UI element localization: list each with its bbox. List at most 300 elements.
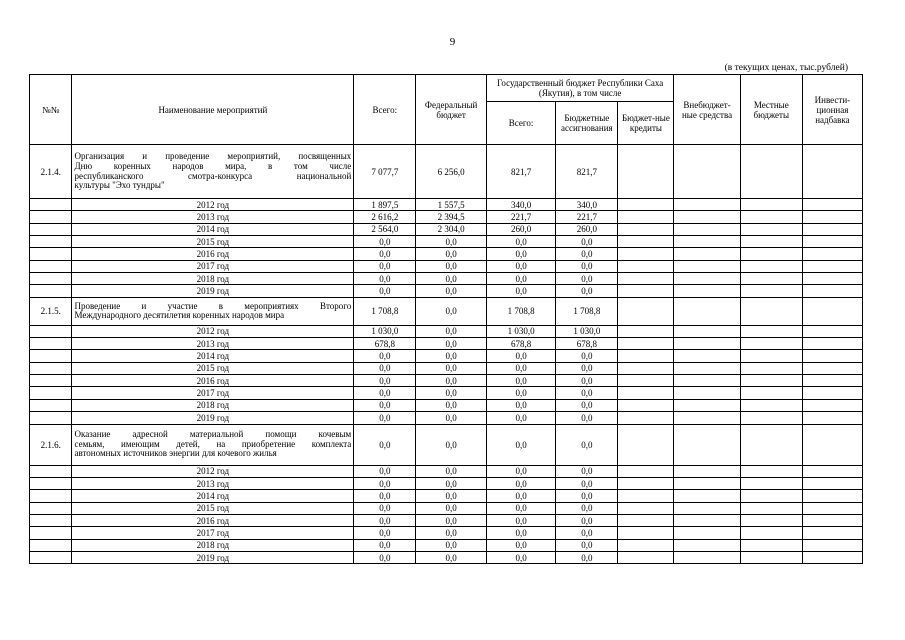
- measure-name: [72, 424, 354, 465]
- year-label: 2019 год: [72, 412, 354, 424]
- local-cell: [740, 285, 802, 297]
- state-total-cell: 1 030,0: [486, 325, 555, 337]
- year-row: [30, 502, 863, 514]
- row-number-empty: [30, 285, 72, 297]
- local-cell: [740, 490, 802, 502]
- year-label: 2018 год: [72, 273, 354, 285]
- state-total-cell: 0,0: [486, 477, 555, 489]
- total-cell: 0,0: [354, 387, 416, 399]
- invest-cell: [802, 273, 862, 285]
- total-cell: 0,0: [354, 285, 416, 297]
- total-cell: 0,0: [354, 273, 416, 285]
- year-label: 2017 год: [72, 527, 354, 539]
- federal-cell: 0,0: [416, 236, 486, 248]
- state-credit-cell: [618, 399, 674, 411]
- total-cell: 0,0: [354, 527, 416, 539]
- invest-cell: [802, 211, 862, 223]
- local-cell: [740, 399, 802, 411]
- state-total-cell: 0,0: [486, 387, 555, 399]
- invest-cell: [802, 248, 862, 260]
- header-total: Всего:: [354, 75, 416, 145]
- state-credit-cell: [618, 285, 674, 297]
- state-credit-cell: [618, 338, 674, 350]
- local-cell: [740, 387, 802, 399]
- measure-name-line: культуры "Эхо тундры": [74, 180, 165, 191]
- state-total-cell: 678,8: [486, 338, 555, 350]
- header-state-group: Государственный бюджет Республики Саха (Якутия), в том числе: [486, 75, 674, 102]
- header-invest: Инвести-ционная надбавка: [802, 75, 862, 145]
- measure-name-line: Оказание адресной материальной помощи кочевым: [74, 428, 352, 439]
- federal-cell: 0,0: [416, 362, 486, 374]
- federal-cell: 0,0: [416, 285, 486, 297]
- state-credit-cell: [618, 350, 674, 362]
- state-alloc-cell: 0,0: [556, 539, 618, 551]
- local-cell: [740, 375, 802, 387]
- total-cell: 0,0: [354, 248, 416, 260]
- total-cell: 0,0: [354, 490, 416, 502]
- state-total-cell: 221,7: [486, 211, 555, 223]
- measure-number: 2.1.6.: [30, 424, 72, 465]
- measure-row: [30, 297, 863, 325]
- federal-cell: 0,0: [416, 325, 486, 337]
- offbudget-cell: [674, 285, 740, 297]
- row-number-empty: [30, 338, 72, 350]
- offbudget-cell: [674, 465, 740, 477]
- local-cell: [740, 325, 802, 337]
- total-cell: 1 708,8: [354, 297, 416, 325]
- federal-cell: 0,0: [416, 477, 486, 489]
- offbudget-cell: [674, 527, 740, 539]
- state-credit-cell: [618, 490, 674, 502]
- year-row: [30, 412, 863, 424]
- state-alloc-cell: 678,8: [556, 338, 618, 350]
- state-alloc-cell: 0,0: [556, 350, 618, 362]
- year-row: [30, 514, 863, 526]
- state-total-cell: 0,0: [486, 551, 555, 563]
- state-total-cell: 0,0: [486, 539, 555, 551]
- row-number-empty: [30, 465, 72, 477]
- measure-name-line: Международного десятилетия коренных народов мира: [74, 310, 285, 321]
- row-number-empty: [30, 412, 72, 424]
- state-credit-cell: [618, 199, 674, 211]
- invest-cell: [802, 199, 862, 211]
- federal-cell: 0,0: [416, 502, 486, 514]
- state-total-cell: 0,0: [486, 285, 555, 297]
- invest-cell: [802, 223, 862, 235]
- federal-cell: 6 256,0: [416, 145, 486, 199]
- year-row: [30, 211, 863, 223]
- offbudget-cell: [674, 375, 740, 387]
- year-row: [30, 527, 863, 539]
- offbudget-cell: [674, 350, 740, 362]
- year-label: 2014 год: [72, 490, 354, 502]
- offbudget-cell: [674, 551, 740, 563]
- row-number-empty: [30, 248, 72, 260]
- invest-cell: [802, 285, 862, 297]
- offbudget-cell: [674, 199, 740, 211]
- state-credit-cell: [618, 539, 674, 551]
- state-alloc-cell: 0,0: [556, 490, 618, 502]
- total-cell: 0,0: [354, 362, 416, 374]
- state-credit-cell: [618, 211, 674, 223]
- state-credit-cell: [618, 551, 674, 563]
- offbudget-cell: [674, 514, 740, 526]
- state-total-cell: 0,0: [486, 236, 555, 248]
- invest-cell: [802, 362, 862, 374]
- offbudget-cell: [674, 412, 740, 424]
- offbudget-cell: [674, 236, 740, 248]
- local-cell: [740, 514, 802, 526]
- invest-cell: [802, 412, 862, 424]
- offbudget-cell: [674, 325, 740, 337]
- state-total-cell: 0,0: [486, 502, 555, 514]
- federal-cell: 0,0: [416, 350, 486, 362]
- year-label: 2012 год: [72, 199, 354, 211]
- row-number-empty: [30, 236, 72, 248]
- invest-cell: [802, 551, 862, 563]
- header-local: Местные бюджеты: [740, 75, 802, 145]
- state-total-cell: 0,0: [486, 362, 555, 374]
- state-total-cell: 0,0: [486, 260, 555, 272]
- federal-cell: 0,0: [416, 260, 486, 272]
- measure-number: 2.1.5.: [30, 297, 72, 325]
- state-credit-cell: [618, 236, 674, 248]
- state-credit-cell: [618, 477, 674, 489]
- row-number-empty: [30, 260, 72, 272]
- header-state-total: Всего:: [486, 102, 555, 145]
- federal-cell: 0,0: [416, 248, 486, 260]
- invest-cell: [802, 539, 862, 551]
- federal-cell: 2 304,0: [416, 223, 486, 235]
- invest-cell: [802, 297, 862, 325]
- offbudget-cell: [674, 297, 740, 325]
- year-label: 2012 год: [72, 325, 354, 337]
- federal-cell: 0,0: [416, 424, 486, 465]
- measure-name-line: республиканского смотра-конкурса национальной: [74, 170, 352, 181]
- state-total-cell: 821,7: [486, 145, 555, 199]
- units-note: (в текущих ценах, тыс.рублей): [724, 63, 848, 73]
- state-total-cell: 0,0: [486, 465, 555, 477]
- year-label: 2019 год: [72, 551, 354, 563]
- year-label: 2016 год: [72, 375, 354, 387]
- invest-cell: [802, 477, 862, 489]
- measure-name-line: Дню коренных народов мира, в том числе: [74, 160, 352, 171]
- row-number-empty: [30, 273, 72, 285]
- measure-name: [72, 145, 354, 199]
- total-cell: 0,0: [354, 375, 416, 387]
- federal-cell: 2 394,5: [416, 211, 486, 223]
- state-alloc-cell: 0,0: [556, 465, 618, 477]
- offbudget-cell: [674, 338, 740, 350]
- state-credit-cell: [618, 248, 674, 260]
- federal-cell: 0,0: [416, 490, 486, 502]
- state-total-cell: 0,0: [486, 375, 555, 387]
- offbudget-cell: [674, 211, 740, 223]
- state-credit-cell: [618, 424, 674, 465]
- year-row: [30, 223, 863, 235]
- state-alloc-cell: 0,0: [556, 412, 618, 424]
- year-row: [30, 248, 863, 260]
- state-alloc-cell: 0,0: [556, 260, 618, 272]
- header-state-credit: Бюджет-ные кредиты: [618, 102, 674, 145]
- total-cell: 0,0: [354, 502, 416, 514]
- federal-cell: 1 557,5: [416, 199, 486, 211]
- local-cell: [740, 260, 802, 272]
- offbudget-cell: [674, 477, 740, 489]
- state-alloc-cell: 0,0: [556, 551, 618, 563]
- state-alloc-cell: 1 708,8: [556, 297, 618, 325]
- year-row: [30, 490, 863, 502]
- row-number-empty: [30, 527, 72, 539]
- local-cell: [740, 527, 802, 539]
- state-total-cell: 0,0: [486, 490, 555, 502]
- total-cell: 2 616,2: [354, 211, 416, 223]
- measure-row: [30, 145, 863, 199]
- budget-table: [29, 74, 863, 564]
- state-credit-cell: [618, 514, 674, 526]
- year-row: [30, 260, 863, 272]
- state-credit-cell: [618, 297, 674, 325]
- state-alloc-cell: 340,0: [556, 199, 618, 211]
- state-credit-cell: [618, 260, 674, 272]
- year-row: [30, 362, 863, 374]
- state-alloc-cell: 0,0: [556, 424, 618, 465]
- year-row: [30, 199, 863, 211]
- offbudget-cell: [674, 273, 740, 285]
- row-number-empty: [30, 325, 72, 337]
- invest-cell: [802, 502, 862, 514]
- federal-cell: 0,0: [416, 399, 486, 411]
- offbudget-cell: [674, 387, 740, 399]
- state-credit-cell: [618, 362, 674, 374]
- state-alloc-cell: 0,0: [556, 387, 618, 399]
- year-label: 2013 год: [72, 338, 354, 350]
- local-cell: [740, 223, 802, 235]
- year-row: [30, 325, 863, 337]
- state-total-cell: 340,0: [486, 199, 555, 211]
- offbudget-cell: [674, 248, 740, 260]
- year-row: [30, 465, 863, 477]
- local-cell: [740, 211, 802, 223]
- state-alloc-cell: 0,0: [556, 514, 618, 526]
- local-cell: [740, 539, 802, 551]
- state-total-cell: 0,0: [486, 273, 555, 285]
- offbudget-cell: [674, 424, 740, 465]
- state-alloc-cell: 0,0: [556, 399, 618, 411]
- year-label: 2015 год: [72, 362, 354, 374]
- total-cell: 0,0: [354, 539, 416, 551]
- state-credit-cell: [618, 145, 674, 199]
- year-row: [30, 551, 863, 563]
- federal-cell: 0,0: [416, 412, 486, 424]
- year-label: 2016 год: [72, 248, 354, 260]
- year-row: [30, 477, 863, 489]
- row-number-empty: [30, 539, 72, 551]
- measure-name: [72, 297, 354, 325]
- year-label: 2014 год: [72, 223, 354, 235]
- local-cell: [740, 551, 802, 563]
- measure-name-line: семьям, имеющим детей, на приобретение комплекта: [74, 438, 352, 449]
- offbudget-cell: [674, 490, 740, 502]
- invest-cell: [802, 145, 862, 199]
- federal-cell: 0,0: [416, 338, 486, 350]
- invest-cell: [802, 260, 862, 272]
- header-name: Наименование мероприятий: [72, 75, 354, 145]
- state-credit-cell: [618, 273, 674, 285]
- state-alloc-cell: 1 030,0: [556, 325, 618, 337]
- state-alloc-cell: 0,0: [556, 477, 618, 489]
- invest-cell: [802, 325, 862, 337]
- year-row: [30, 236, 863, 248]
- invest-cell: [802, 236, 862, 248]
- invest-cell: [802, 350, 862, 362]
- total-cell: 0,0: [354, 551, 416, 563]
- offbudget-cell: [674, 145, 740, 199]
- total-cell: 678,8: [354, 338, 416, 350]
- total-cell: 0,0: [354, 514, 416, 526]
- invest-cell: [802, 424, 862, 465]
- local-cell: [740, 236, 802, 248]
- federal-cell: 0,0: [416, 273, 486, 285]
- invest-cell: [802, 490, 862, 502]
- row-number-empty: [30, 387, 72, 399]
- federal-cell: 0,0: [416, 551, 486, 563]
- year-label: 2018 год: [72, 399, 354, 411]
- measure-name-line: Проведение и участие в мероприятиях Второго: [74, 300, 352, 311]
- offbudget-cell: [674, 260, 740, 272]
- invest-cell: [802, 527, 862, 539]
- state-credit-cell: [618, 387, 674, 399]
- state-total-cell: 0,0: [486, 399, 555, 411]
- state-total-cell: 1 708,8: [486, 297, 555, 325]
- row-number-empty: [30, 514, 72, 526]
- header-state-alloc: Бюджетные ассигнования: [556, 102, 618, 145]
- year-label: 2012 год: [72, 465, 354, 477]
- state-alloc-cell: 0,0: [556, 248, 618, 260]
- local-cell: [740, 199, 802, 211]
- total-cell: 0,0: [354, 412, 416, 424]
- row-number-empty: [30, 477, 72, 489]
- total-cell: 0,0: [354, 350, 416, 362]
- invest-cell: [802, 514, 862, 526]
- local-cell: [740, 424, 802, 465]
- state-alloc-cell: 0,0: [556, 285, 618, 297]
- total-cell: 7 077,7: [354, 145, 416, 199]
- total-cell: 0,0: [354, 465, 416, 477]
- offbudget-cell: [674, 223, 740, 235]
- local-cell: [740, 145, 802, 199]
- federal-cell: 0,0: [416, 297, 486, 325]
- row-number-empty: [30, 375, 72, 387]
- total-cell: 1 897,5: [354, 199, 416, 211]
- state-alloc-cell: 0,0: [556, 236, 618, 248]
- state-credit-cell: [618, 325, 674, 337]
- state-credit-cell: [618, 223, 674, 235]
- row-number-empty: [30, 199, 72, 211]
- year-label: 2017 год: [72, 387, 354, 399]
- row-number-empty: [30, 362, 72, 374]
- state-total-cell: 0,0: [486, 424, 555, 465]
- year-row: [30, 399, 863, 411]
- row-number-empty: [30, 399, 72, 411]
- offbudget-cell: [674, 539, 740, 551]
- state-total-cell: 0,0: [486, 248, 555, 260]
- state-total-cell: 260,0: [486, 223, 555, 235]
- measure-row: [30, 424, 863, 465]
- total-cell: 2 564,0: [354, 223, 416, 235]
- invest-cell: [802, 465, 862, 477]
- total-cell: 0,0: [354, 399, 416, 411]
- page-number: 9: [449, 36, 456, 48]
- year-row: [30, 338, 863, 350]
- year-row: [30, 375, 863, 387]
- year-label: 2014 год: [72, 350, 354, 362]
- state-alloc-cell: 0,0: [556, 375, 618, 387]
- local-cell: [740, 362, 802, 374]
- header-federal: Федеральный бюджет: [416, 75, 486, 145]
- invest-cell: [802, 387, 862, 399]
- year-label: 2015 год: [72, 236, 354, 248]
- federal-cell: 0,0: [416, 539, 486, 551]
- local-cell: [740, 477, 802, 489]
- measure-name-line: Организация и проведение мероприятий, посвященных: [74, 151, 352, 162]
- total-cell: 0,0: [354, 477, 416, 489]
- state-credit-cell: [618, 375, 674, 387]
- header-num: №№: [30, 75, 72, 145]
- year-label: 2018 год: [72, 539, 354, 551]
- local-cell: [740, 248, 802, 260]
- state-alloc-cell: 0,0: [556, 273, 618, 285]
- state-total-cell: 0,0: [486, 350, 555, 362]
- federal-cell: 0,0: [416, 514, 486, 526]
- state-credit-cell: [618, 412, 674, 424]
- offbudget-cell: [674, 502, 740, 514]
- measure-number: 2.1.4.: [30, 145, 72, 199]
- row-number-empty: [30, 502, 72, 514]
- local-cell: [740, 273, 802, 285]
- federal-cell: 0,0: [416, 387, 486, 399]
- year-label: 2013 год: [72, 211, 354, 223]
- header-offbudget: Внебюджет-ные средства: [674, 75, 740, 145]
- state-alloc-cell: 821,7: [556, 145, 618, 199]
- local-cell: [740, 412, 802, 424]
- state-total-cell: 0,0: [486, 514, 555, 526]
- state-credit-cell: [618, 465, 674, 477]
- invest-cell: [802, 375, 862, 387]
- federal-cell: 0,0: [416, 465, 486, 477]
- state-credit-cell: [618, 502, 674, 514]
- invest-cell: [802, 399, 862, 411]
- year-row: [30, 350, 863, 362]
- year-row: [30, 285, 863, 297]
- state-alloc-cell: 0,0: [556, 502, 618, 514]
- total-cell: 1 030,0: [354, 325, 416, 337]
- local-cell: [740, 502, 802, 514]
- local-cell: [740, 297, 802, 325]
- total-cell: 0,0: [354, 236, 416, 248]
- local-cell: [740, 465, 802, 477]
- total-cell: 0,0: [354, 260, 416, 272]
- offbudget-cell: [674, 399, 740, 411]
- local-cell: [740, 350, 802, 362]
- state-alloc-cell: 260,0: [556, 223, 618, 235]
- year-label: 2019 год: [72, 285, 354, 297]
- year-row: [30, 539, 863, 551]
- year-row: [30, 273, 863, 285]
- state-total-cell: 0,0: [486, 412, 555, 424]
- federal-cell: 0,0: [416, 375, 486, 387]
- federal-cell: 0,0: [416, 527, 486, 539]
